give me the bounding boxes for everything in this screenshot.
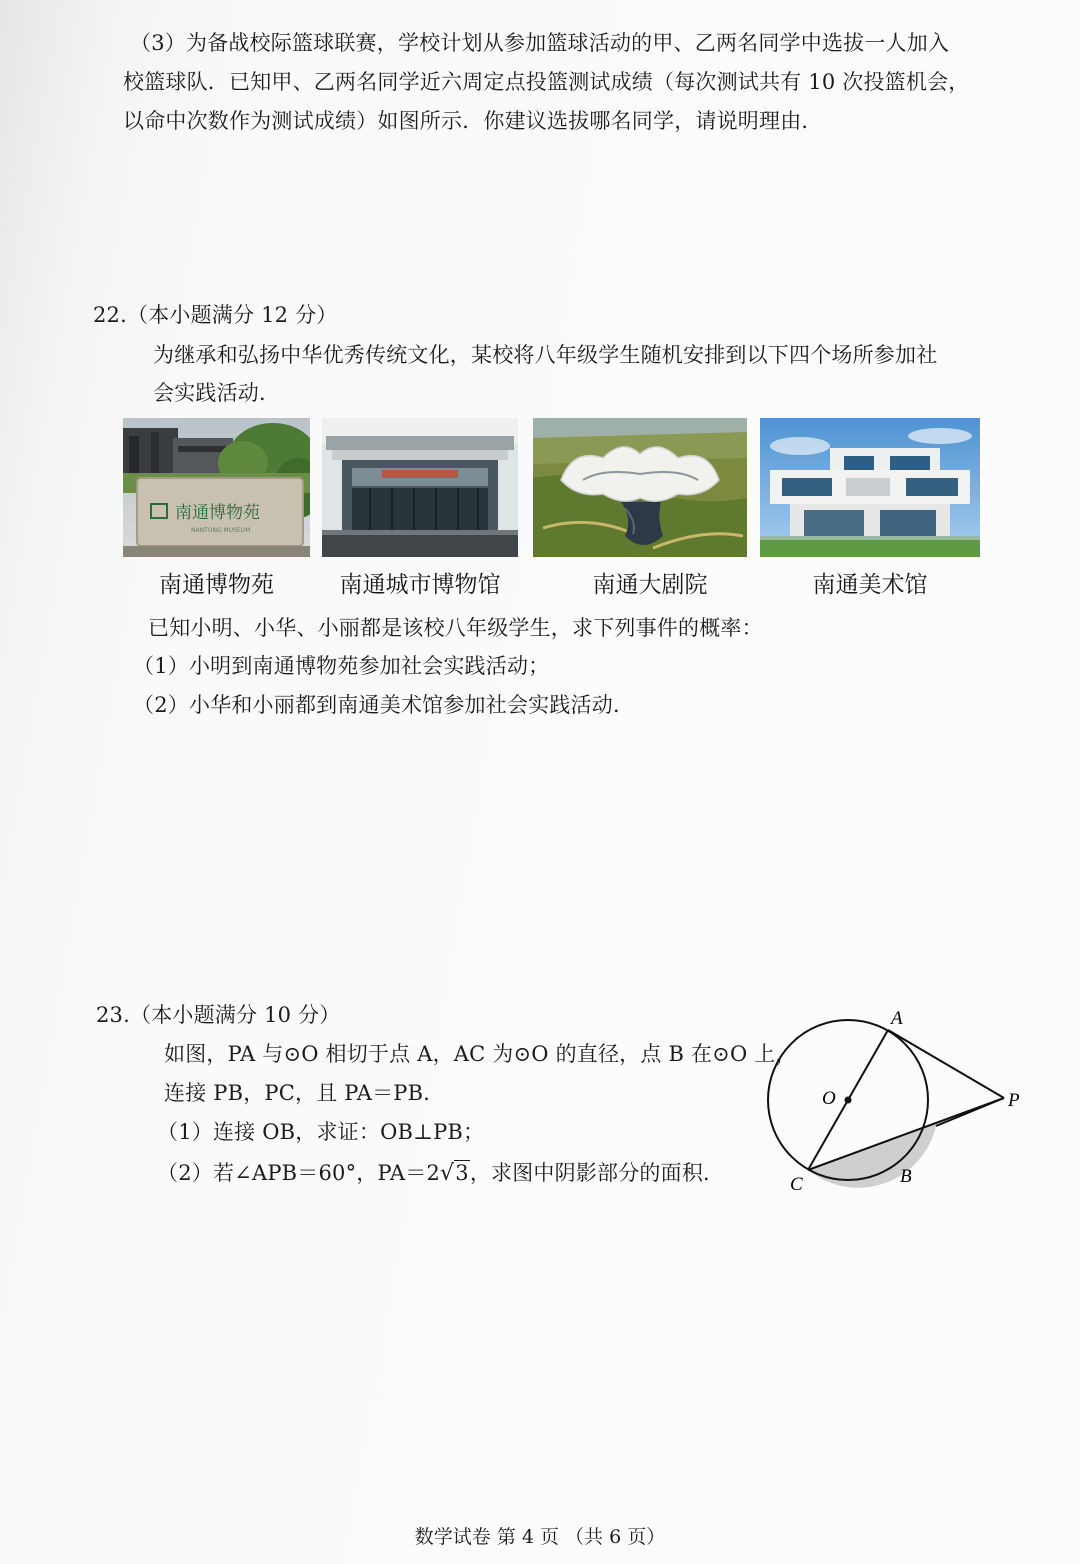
label-p: P	[1008, 1090, 1020, 1111]
photo-nantong-grand-theatre	[533, 418, 747, 557]
q23-line2: 连接 PB，PC，且 PA＝PB．	[164, 1081, 445, 1105]
q21-part3-line3: 以命中次数作为测试成绩）如图所示．你建议选拔哪名同学，请说明理由．	[123, 109, 823, 133]
caption-venue-2: 南通城市博物馆	[339, 572, 501, 598]
museum-sign-subtext: NANTONG MUSEUM	[191, 527, 251, 534]
sqrt-radicand: 3	[455, 1161, 469, 1185]
label-b: B	[900, 1166, 912, 1187]
q22-heading: 22.（本小题满分 12 分）	[93, 303, 338, 327]
q22-intro-line2: 会实践活动．	[153, 381, 281, 405]
caption-venue-3: 南通大剧院	[592, 572, 708, 598]
segment-pa	[888, 1030, 1004, 1098]
q23-geometry-figure	[760, 1000, 1040, 1200]
label-c: C	[790, 1174, 803, 1195]
photo-nantong-art-museum	[760, 418, 980, 557]
center-point-o	[845, 1097, 852, 1104]
label-a: A	[891, 1008, 903, 1029]
q22-part1: （1）小明到南通博物苑参加社会实践活动；	[133, 654, 550, 678]
q23-heading: 23.（本小题满分 10 分）	[96, 1003, 341, 1027]
caption-venue-4: 南通美术馆	[812, 572, 928, 598]
q23-part2-suffix: ，求图中阴影部分的面积．	[469, 1161, 725, 1185]
label-o: O	[822, 1088, 836, 1109]
photo-nantong-city-museum	[322, 418, 518, 557]
q22-known: 已知小明、小华、小丽都是该校八年级学生，求下列事件的概率：	[148, 616, 763, 640]
page-footer: 数学试卷 第 4 页 （共 6 页）	[414, 1526, 666, 1548]
photo-nantong-museum-garden	[123, 418, 310, 557]
q21-part3-line2: 校篮球队．已知甲、乙两名同学近六周定点投篮测试成绩（每次测试共有 10 次投篮机会，	[123, 70, 970, 94]
q21-part3-line1: （3）为备战校际篮球联赛，学校计划从参加篮球活动的甲、乙两名同学中选拔一人加入	[130, 31, 950, 55]
sqrt-symbol: √	[440, 1161, 455, 1186]
q22-intro-line1: 为继承和弘扬中华优秀传统文化，某校将八年级学生随机安排到以下四个场所参加社	[153, 343, 938, 367]
q23-part1: （1）连接 OB，求证：OB⊥PB；	[157, 1120, 485, 1144]
q23-part2-prefix: （2）若∠APB＝60°，PA＝2	[157, 1161, 441, 1185]
q22-part2: （2）小华和小丽都到南通美术馆参加社会实践活动．	[133, 693, 635, 717]
caption-venue-1: 南通博物苑	[159, 572, 274, 598]
q23-line1: 如图，PA 与⊙O 相切于点 A，AC 为⊙O 的直径，点 B 在⊙O 上，	[164, 1042, 797, 1066]
museum-sign-text: 南通博物苑	[175, 503, 260, 523]
q23-part2	[157, 1160, 724, 1187]
